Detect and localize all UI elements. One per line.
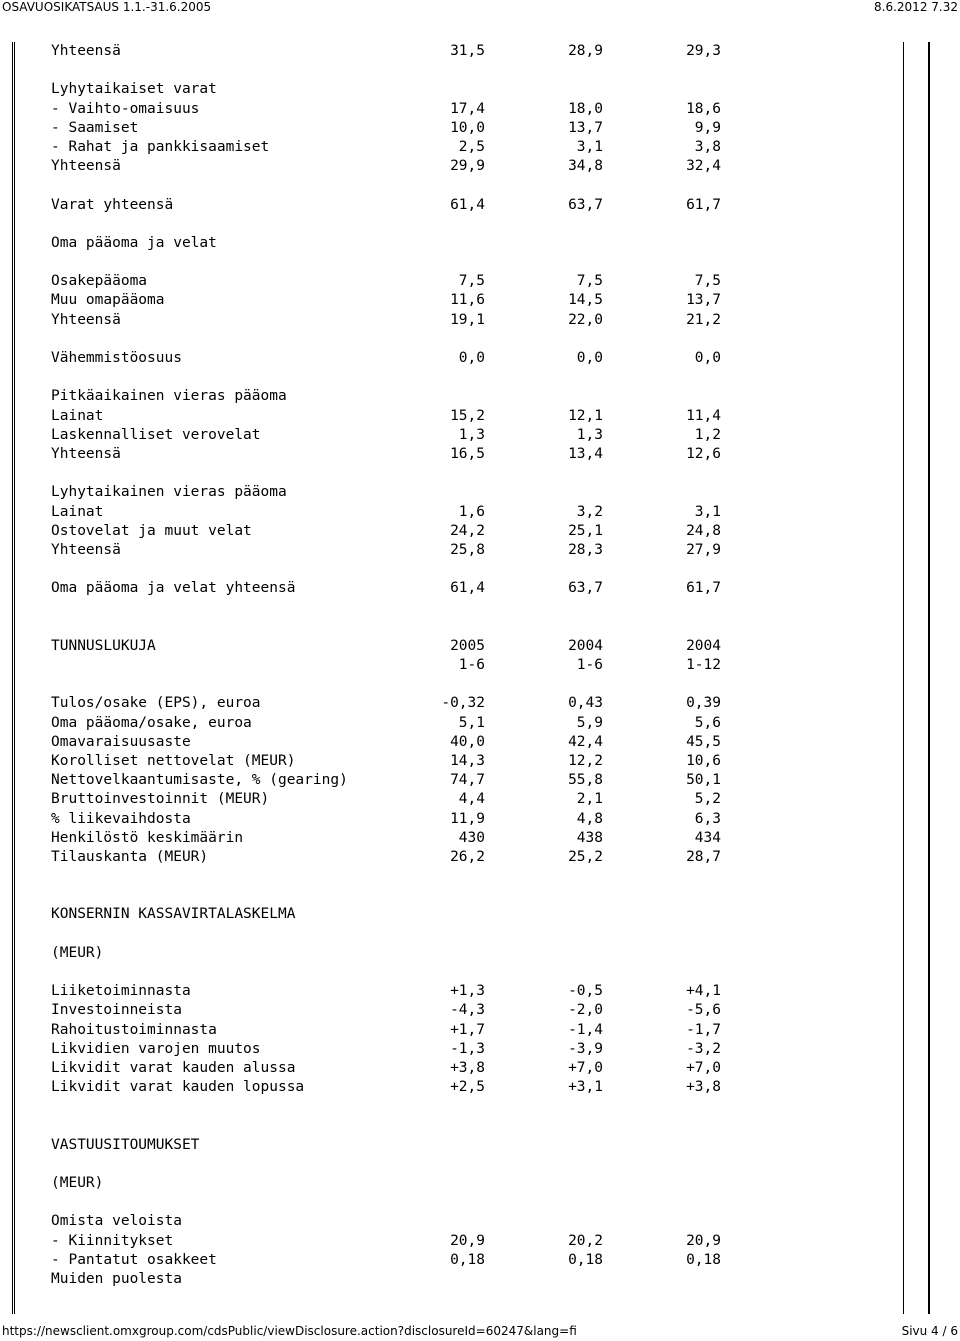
table-row bbox=[51, 733, 721, 752]
value-col-2: 34,8 bbox=[568, 158, 603, 175]
row-label: (MEUR) bbox=[51, 1175, 104, 1192]
row-label: % liikevaihdosta bbox=[51, 810, 191, 827]
table-row bbox=[51, 560, 691, 579]
value-col-3: +3,8 bbox=[686, 1079, 721, 1096]
table-row bbox=[51, 291, 721, 310]
row-label: Oma pääoma ja velat yhteensä bbox=[51, 580, 296, 597]
table-row bbox=[51, 944, 691, 963]
table-row bbox=[51, 1174, 691, 1193]
value-col-2: 5,9 bbox=[576, 714, 603, 731]
value-col-3: 3,8 bbox=[694, 138, 721, 155]
table-row bbox=[51, 196, 721, 215]
table-row bbox=[51, 445, 721, 464]
row-label: - Kiinnitykset bbox=[51, 1232, 174, 1249]
value-col-2: 28,9 bbox=[568, 43, 603, 59]
value-col-2: 63,7 bbox=[568, 196, 603, 213]
row-label: Muu omapääoma bbox=[51, 292, 165, 309]
header-timestamp: 8.6.2012 7.32 bbox=[874, 0, 958, 14]
value-col-1: 74,7 bbox=[450, 772, 485, 789]
value-col-2: 2,1 bbox=[576, 791, 603, 808]
table-row bbox=[51, 963, 691, 982]
value-col-3: 0,0 bbox=[694, 350, 721, 366]
table-row bbox=[51, 618, 691, 637]
value-col-2: 12,2 bbox=[568, 752, 603, 769]
value-col-3: 12,6 bbox=[686, 445, 721, 462]
row-label: Bruttoinvestoinnit (MEUR) bbox=[51, 791, 270, 808]
value-col-1: 0,0 bbox=[458, 350, 485, 366]
value-col-2: 42,4 bbox=[568, 733, 603, 750]
table-row bbox=[51, 905, 691, 924]
row-label: Nettovelkaantumisaste, % (gearing) bbox=[51, 772, 348, 789]
value-col-2: 20,2 bbox=[568, 1232, 603, 1249]
table-row bbox=[51, 483, 691, 502]
table-row bbox=[51, 790, 721, 809]
table-row bbox=[51, 426, 721, 445]
table-row bbox=[51, 119, 721, 138]
value-col-2: 1-6 bbox=[576, 657, 603, 673]
row-label: VASTUUSITOUMUKSET bbox=[51, 1136, 200, 1153]
table-row bbox=[51, 829, 721, 848]
row-label: Lyhytaikaiset varat bbox=[51, 81, 217, 98]
table-row bbox=[51, 982, 721, 1001]
table-row bbox=[51, 598, 691, 617]
value-col-1: -0,32 bbox=[441, 695, 485, 712]
value-col-2: 3,2 bbox=[576, 503, 603, 520]
table-row bbox=[51, 1155, 691, 1174]
value-col-1: +1,3 bbox=[450, 983, 485, 1000]
row-label: Omavaraisuusaste bbox=[51, 733, 191, 750]
row-label: Rahoitustoiminnasta bbox=[51, 1021, 217, 1038]
value-col-2: 438 bbox=[576, 829, 603, 846]
value-col-1: 25,8 bbox=[450, 541, 485, 558]
table-row bbox=[51, 694, 721, 713]
financial-table bbox=[51, 42, 721, 1289]
value-col-3: 11,4 bbox=[686, 407, 721, 424]
value-col-1: -1,3 bbox=[450, 1040, 485, 1057]
row-label: - Saamiset bbox=[51, 119, 139, 136]
table-row bbox=[51, 253, 691, 272]
value-col-1: 29,9 bbox=[450, 158, 485, 175]
row-label: Tilauskanta (MEUR) bbox=[51, 848, 209, 865]
value-col-2: 13,7 bbox=[568, 119, 603, 136]
value-col-2: 4,8 bbox=[576, 810, 603, 827]
value-col-1: 11,6 bbox=[450, 292, 485, 309]
row-label: Liiketoiminnasta bbox=[51, 983, 191, 1000]
value-col-1: 1,3 bbox=[458, 426, 485, 443]
table-row bbox=[51, 1117, 691, 1136]
row-label: Ostovelat ja muut velat bbox=[51, 522, 252, 539]
table-row bbox=[51, 311, 721, 330]
table-row bbox=[51, 1270, 691, 1289]
value-col-1: 4,4 bbox=[458, 791, 485, 808]
table-row bbox=[51, 234, 691, 253]
value-col-3: 0,18 bbox=[686, 1251, 721, 1268]
value-col-1: 14,3 bbox=[450, 752, 485, 769]
value-col-2: -3,9 bbox=[568, 1040, 603, 1057]
value-col-3: 7,5 bbox=[694, 273, 721, 290]
value-col-2: +3,1 bbox=[568, 1079, 603, 1096]
value-col-1: 40,0 bbox=[450, 733, 485, 750]
value-col-3: 61,7 bbox=[686, 196, 721, 213]
row-label: (MEUR) bbox=[51, 944, 104, 961]
table-row bbox=[51, 464, 691, 483]
table-row bbox=[51, 100, 721, 119]
table-row bbox=[51, 1078, 721, 1097]
row-label: TUNNUSLUKUJA bbox=[51, 637, 156, 654]
value-col-2: 0,43 bbox=[568, 695, 603, 712]
value-col-1: 61,4 bbox=[450, 580, 485, 597]
row-label: Tulos/osake (EPS), euroa bbox=[51, 695, 261, 712]
value-col-3: -5,6 bbox=[686, 1002, 721, 1019]
row-label: Investoinneista bbox=[51, 1002, 182, 1019]
table-row bbox=[51, 1193, 691, 1212]
value-col-3: 29,3 bbox=[686, 43, 721, 59]
table-row bbox=[51, 407, 721, 426]
value-col-2: 0,18 bbox=[568, 1251, 603, 1268]
table-row bbox=[51, 848, 721, 867]
table-row bbox=[51, 176, 691, 195]
value-col-3: 1-12 bbox=[686, 657, 721, 673]
value-col-1: 1,6 bbox=[458, 503, 485, 520]
value-col-3: 5,2 bbox=[694, 791, 721, 808]
table-row bbox=[51, 522, 721, 541]
value-col-1: +2,5 bbox=[450, 1079, 485, 1096]
table-row bbox=[51, 349, 721, 368]
row-label: Varat yhteensä bbox=[51, 196, 174, 213]
value-col-1: 2005 bbox=[450, 637, 485, 654]
value-col-2: 0,0 bbox=[576, 350, 603, 366]
value-col-3: 61,7 bbox=[686, 580, 721, 597]
table-row bbox=[51, 925, 691, 944]
value-col-2: 18,0 bbox=[568, 100, 603, 117]
row-label: Lyhytaikainen vieras pääoma bbox=[51, 484, 287, 501]
table-row bbox=[51, 387, 691, 406]
row-label: Korolliset nettovelat (MEUR) bbox=[51, 752, 296, 769]
value-col-3: 32,4 bbox=[686, 158, 721, 175]
table-row bbox=[51, 272, 721, 291]
value-col-3: -3,2 bbox=[686, 1040, 721, 1057]
header-title: OSAVUOSIKATSAUS 1.1.-31.6.2005 bbox=[2, 0, 212, 14]
row-label: Vähemmistöosuus bbox=[51, 350, 182, 366]
value-col-2: 1,3 bbox=[576, 426, 603, 443]
table-row bbox=[51, 867, 691, 886]
value-col-3: 27,9 bbox=[686, 541, 721, 558]
value-col-1: 20,9 bbox=[450, 1232, 485, 1249]
table-row bbox=[51, 656, 721, 675]
table-row bbox=[51, 714, 721, 733]
row-label: Yhteensä bbox=[51, 158, 121, 175]
value-col-2: 14,5 bbox=[568, 292, 603, 309]
value-col-1: 15,2 bbox=[450, 407, 485, 424]
table-row bbox=[51, 215, 691, 234]
row-label: Henkilöstö keskimäärin bbox=[51, 829, 244, 846]
left-border-line bbox=[12, 42, 13, 1314]
row-label: Likvidit varat kauden lopussa bbox=[51, 1079, 305, 1096]
value-col-3: 434 bbox=[694, 829, 721, 846]
row-label: Oma pääoma/osake, euroa bbox=[51, 714, 252, 731]
table-row bbox=[51, 368, 691, 387]
table-row bbox=[51, 1232, 721, 1251]
value-col-3: 1,2 bbox=[694, 426, 721, 443]
row-label: - Pantatut osakkeet bbox=[51, 1251, 217, 1268]
table-row bbox=[51, 1097, 691, 1116]
value-col-2: 55,8 bbox=[568, 772, 603, 789]
value-col-1: 24,2 bbox=[450, 522, 485, 539]
value-col-2: 25,1 bbox=[568, 522, 603, 539]
table-row bbox=[51, 138, 721, 157]
value-col-1: 7,5 bbox=[458, 273, 485, 290]
table-row bbox=[51, 579, 721, 598]
table-row bbox=[51, 330, 691, 349]
table-row bbox=[51, 1212, 691, 1231]
table-row bbox=[51, 752, 721, 771]
value-col-2: 7,5 bbox=[576, 273, 603, 290]
value-col-2: 13,4 bbox=[568, 445, 603, 462]
value-col-2: 28,3 bbox=[568, 541, 603, 558]
right-border-line bbox=[928, 42, 930, 1314]
table-row bbox=[51, 1021, 721, 1040]
value-col-2: 25,2 bbox=[568, 848, 603, 865]
footer-url[interactable]: https://newsclient.omxgroup.com/cdsPublic/viewDisclosure.action?disclosureId=60247&lang=fi bbox=[2, 1324, 577, 1338]
row-label: Likvidien varojen muutos bbox=[51, 1040, 261, 1057]
value-col-3: 21,2 bbox=[686, 311, 721, 328]
table-row bbox=[51, 61, 691, 80]
table-row bbox=[51, 1059, 721, 1078]
value-col-2: 12,1 bbox=[568, 407, 603, 424]
value-col-2: 2004 bbox=[568, 637, 603, 654]
table-row bbox=[51, 675, 691, 694]
row-label: Omista veloista bbox=[51, 1213, 182, 1230]
value-col-1: +1,7 bbox=[450, 1021, 485, 1038]
table-row bbox=[51, 637, 721, 656]
row-label: Muiden puolesta bbox=[51, 1271, 182, 1287]
table-row bbox=[51, 503, 721, 522]
row-label: Yhteensä bbox=[51, 541, 121, 558]
row-label: Yhteensä bbox=[51, 311, 121, 328]
row-label: Yhteensä bbox=[51, 43, 121, 59]
value-col-1: 19,1 bbox=[450, 311, 485, 328]
value-col-3: 9,9 bbox=[694, 119, 721, 136]
value-col-1: +3,8 bbox=[450, 1059, 485, 1076]
value-col-3: 24,8 bbox=[686, 522, 721, 539]
value-col-3: 13,7 bbox=[686, 292, 721, 309]
value-col-1: 2,5 bbox=[458, 138, 485, 155]
value-col-3: +7,0 bbox=[686, 1059, 721, 1076]
row-label: - Vaihto-omaisuus bbox=[51, 100, 200, 117]
value-col-2: -2,0 bbox=[568, 1002, 603, 1019]
table-row bbox=[51, 810, 721, 829]
row-label: Osakepääoma bbox=[51, 273, 148, 290]
value-col-2: 3,1 bbox=[576, 138, 603, 155]
value-col-3: 0,39 bbox=[686, 695, 721, 712]
value-col-1: 1-6 bbox=[458, 657, 485, 673]
right-border-line-inner bbox=[903, 42, 904, 1314]
row-label: - Rahat ja pankkisaamiset bbox=[51, 138, 270, 155]
value-col-3: 5,6 bbox=[694, 714, 721, 731]
table-row bbox=[51, 157, 721, 176]
value-col-3: -1,7 bbox=[686, 1021, 721, 1038]
value-col-1: 10,0 bbox=[450, 119, 485, 136]
row-label: Lainat bbox=[51, 503, 104, 520]
value-col-3: 45,5 bbox=[686, 733, 721, 750]
table-row bbox=[51, 541, 721, 560]
footer-page-number: Sivu 4 / 6 bbox=[901, 1324, 958, 1338]
table-row bbox=[51, 1136, 691, 1155]
value-col-3: +4,1 bbox=[686, 983, 721, 1000]
value-col-3: 6,3 bbox=[694, 810, 721, 827]
value-col-1: 11,9 bbox=[450, 810, 485, 827]
value-col-3: 3,1 bbox=[694, 503, 721, 520]
value-col-1: 31,5 bbox=[450, 43, 485, 59]
row-label: Likvidit varat kauden alussa bbox=[51, 1059, 296, 1076]
value-col-2: 63,7 bbox=[568, 580, 603, 597]
value-col-1: 26,2 bbox=[450, 848, 485, 865]
value-col-1: 0,18 bbox=[450, 1251, 485, 1268]
table-row bbox=[51, 886, 691, 905]
row-label: Pitkäaikainen vieras pääoma bbox=[51, 388, 287, 405]
value-col-3: 2004 bbox=[686, 637, 721, 654]
value-col-2: -1,4 bbox=[568, 1021, 603, 1038]
value-col-2: -0,5 bbox=[568, 983, 603, 1000]
value-col-1: 430 bbox=[458, 829, 485, 846]
value-col-1: 16,5 bbox=[450, 445, 485, 462]
value-col-1: 61,4 bbox=[450, 196, 485, 213]
value-col-2: 22,0 bbox=[568, 311, 603, 328]
row-label: Laskennalliset verovelat bbox=[51, 426, 261, 443]
row-label: Yhteensä bbox=[51, 445, 121, 462]
value-col-1: -4,3 bbox=[450, 1002, 485, 1019]
table-row bbox=[51, 771, 721, 790]
value-col-3: 50,1 bbox=[686, 772, 721, 789]
table-row bbox=[51, 1251, 721, 1270]
row-label: Lainat bbox=[51, 407, 104, 424]
table-row bbox=[51, 42, 721, 61]
left-border-line-inner bbox=[14, 42, 15, 1314]
value-col-3: 28,7 bbox=[686, 848, 721, 865]
value-col-3: 10,6 bbox=[686, 752, 721, 769]
table-row bbox=[51, 1040, 721, 1059]
value-col-1: 5,1 bbox=[458, 714, 485, 731]
row-label: KONSERNIN KASSAVIRTALASKELMA bbox=[51, 906, 296, 923]
value-col-3: 18,6 bbox=[686, 100, 721, 117]
value-col-2: +7,0 bbox=[568, 1059, 603, 1076]
value-col-3: 20,9 bbox=[686, 1232, 721, 1249]
row-label: Oma pääoma ja velat bbox=[51, 234, 217, 251]
table-row bbox=[51, 1001, 721, 1020]
table-row bbox=[51, 80, 691, 99]
value-col-1: 17,4 bbox=[450, 100, 485, 117]
